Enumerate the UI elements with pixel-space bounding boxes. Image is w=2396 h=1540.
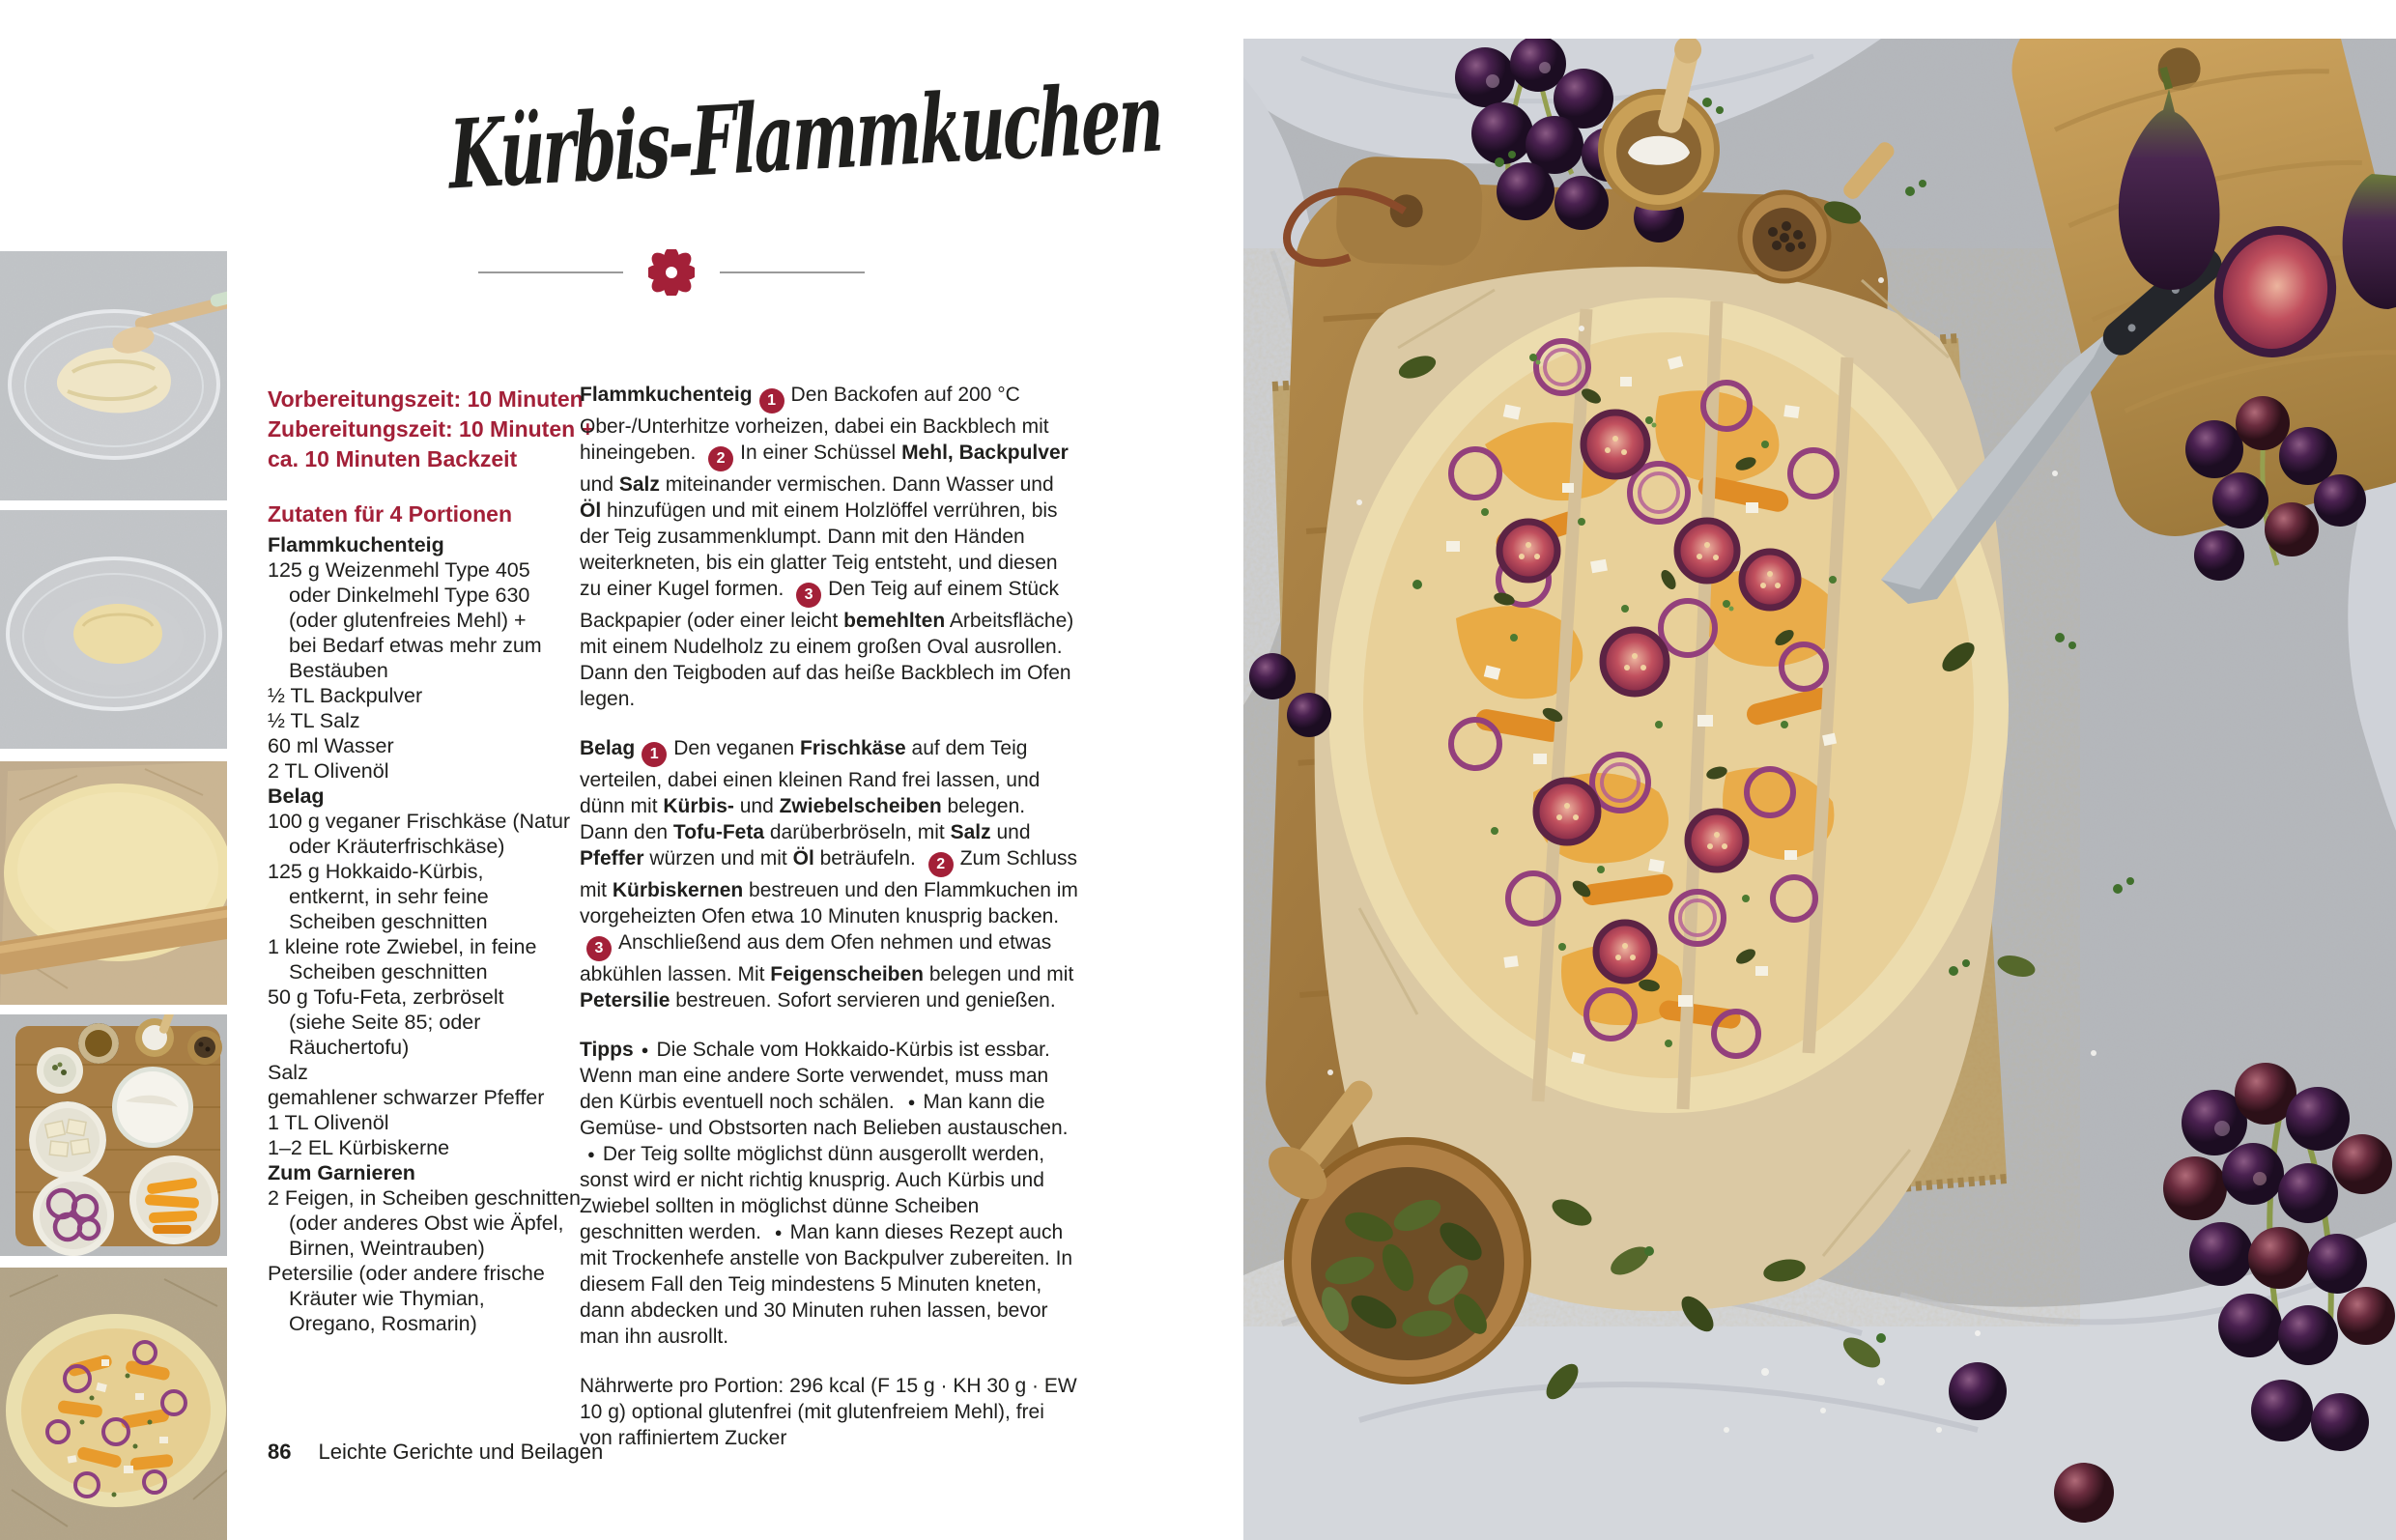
instruction-bold-text: Flammkuchenteig xyxy=(580,384,753,406)
step-photo-4-illustration xyxy=(0,1014,227,1256)
instruction-text: Den Backofen auf 200 °C Ober-/Unterhitze vorheizen, dabei ein Backblech mit hineingeben. xyxy=(580,384,1049,464)
instruction-text: auf dem Teig verteilen, dabei einen kleinen Rand frei lassen, und dünn mit xyxy=(580,737,1041,817)
main-food-photo xyxy=(1243,39,2396,1540)
instruction-text: beträufeln. xyxy=(813,847,922,870)
page-footer xyxy=(268,1440,603,1465)
ingredients-list xyxy=(268,532,601,1336)
prep-times xyxy=(268,385,601,474)
instruction-bold-text: Petersilie xyxy=(580,989,670,1012)
flower-ornament-icon xyxy=(648,249,695,296)
instruction-text: Man kann die Gemüse- und Obstsorten nach Belieben austauschen. xyxy=(580,1091,1069,1139)
instruction-bold-text: Öl xyxy=(792,847,814,870)
instruction-text: bestreuen und den Flammkuchen im vorgeheizten Ofen etwa 10 Minuten knusprig backen. xyxy=(580,879,1078,927)
instruction-bold-text: Salz xyxy=(950,821,991,843)
instruction-text: und xyxy=(733,795,780,817)
instruction-text: Arbeitsfläche) mit einem Nudelholz zu einem großen Oval ausrollen. Dann den Teigboden auf das heiße Backblech im Ofen legen. xyxy=(580,610,1074,710)
instruction-bold-text: Pfeffer xyxy=(580,847,644,870)
ingredient-line: Petersilie (oder andere frische xyxy=(268,1262,545,1285)
instruction-bold-text: Frischkäse xyxy=(799,737,906,759)
oil-jug-icon xyxy=(78,1023,119,1064)
recipe-header xyxy=(266,62,1163,212)
instruction-text: Der Teig sollte möglichst dünn ausgerollt werden, sonst wird er nicht richtig knusprig. Auch Kürbis und Zwiebel sollten in möglichst dünne Scheiben geschnitten werden. xyxy=(580,1143,1045,1243)
step-number-badge: 3 xyxy=(796,583,821,608)
ornament-line-right xyxy=(720,271,865,273)
ingredient-line: Scheiben geschnitten xyxy=(289,960,488,984)
instruction-bold-text: Mehl, Backpulver xyxy=(901,442,1069,464)
feta-bowl-icon xyxy=(29,1101,106,1179)
step-photo-topping-bowls xyxy=(0,1014,227,1256)
ingredient-line: 2 TL Olivenöl xyxy=(268,759,389,783)
ingredient-line: Räuchertofu) xyxy=(289,1036,410,1059)
tip-bullet: ● xyxy=(907,1095,916,1109)
instruction-text: Den veganen xyxy=(673,737,800,759)
instruction-text: hinzufügen und mit einem Holzlöffel verrühren, bis der Teig zusammenklumpt. Dann mit den Händen weiterkneten, bis ein glatter Teig entsteht, und diesen zu einer Kugel formen. xyxy=(580,499,1058,600)
instruction-text: belegen und mit xyxy=(924,963,1074,985)
cream-bowl-icon xyxy=(112,1067,193,1148)
prep-time-line: Vorbereitungszeit: 10 Minuten xyxy=(268,386,584,412)
instruction-bold-text: Tipps xyxy=(580,1039,634,1061)
ingredient-line: oder Kräuterfrischkäse) xyxy=(289,835,505,858)
instruction-text: Nährwerte pro Portion: 296 kcal (F 15 g · KH 30 g · EW 10 g) optional glutenfrei (mit glutenfreiem Mehl), frei von raffiniertem Zucker xyxy=(580,1375,1077,1449)
ingredient-line: 60 ml Wasser xyxy=(268,734,394,757)
ingredient-line: oder Dinkelmehl Type 630 xyxy=(289,584,530,607)
instruction-paragraph xyxy=(580,382,1079,712)
instruction-bold-text: Öl xyxy=(580,499,602,522)
tip-bullet: ● xyxy=(641,1042,649,1057)
ingredient-line: (oder anderes Obst wie Äpfel, xyxy=(289,1212,564,1235)
ingredient-line: entkernt, in sehr feine xyxy=(289,885,489,908)
ingredient-line: Belag xyxy=(268,784,325,808)
tip-bullet: ● xyxy=(774,1225,783,1240)
instruction-bold-text: Salz xyxy=(618,473,660,496)
instruction-paragraph xyxy=(580,1373,1079,1451)
page-number: 86 xyxy=(268,1440,292,1464)
instruction-text: Den Teig auf einem Stück Backpapier (oder einer leicht xyxy=(580,578,1060,632)
instruction-text: Man kann dieses Rezept auch mit Trockenhefe anstelle von Backpulver zubereiten. In diesem Fall den Teig mindestens 5 Minuten kneten, dann abdecken und 30 Minuten ruhen lassen, bevor man ihn ausrollt. xyxy=(580,1221,1073,1348)
ingredient-line: 2 Feigen, in Scheiben geschnitten xyxy=(268,1186,581,1210)
ingredient-line: Zum Garnieren xyxy=(268,1161,415,1184)
step-number-badge: 3 xyxy=(586,936,612,961)
pepper-bowl-icon xyxy=(187,1030,222,1065)
ingredient-line: Salz xyxy=(268,1061,308,1084)
ingredient-line: Flammkuchenteig xyxy=(268,533,444,556)
ingredient-line: ½ TL Salz xyxy=(268,709,360,732)
step-number-badge: 2 xyxy=(708,446,733,471)
instruction-bold-text: Zwiebelscheiben xyxy=(779,795,942,817)
ingredient-line: 1 kleine rote Zwiebel, in feine xyxy=(268,935,537,958)
instruction-paragraph xyxy=(580,1037,1079,1350)
instruction-text: Die Schale vom Hokkaido-Kürbis ist essbar. Wenn man eine andere Sorte verwendet, muss man den Kürbis eventuell noch schälen. xyxy=(580,1039,1050,1113)
ingredient-line: ½ TL Backpulver xyxy=(268,684,423,707)
prep-time-line: ca. 10 Minuten Backzeit xyxy=(268,446,518,471)
servings-header: Zutaten für 4 Portionen xyxy=(268,501,512,527)
instruction-text: belegen. Dann den xyxy=(580,795,1026,843)
instruction-text: darüberbröseln, mit xyxy=(764,821,951,843)
instruction-text: In einer Schüssel xyxy=(740,442,902,464)
instruction-text: würzen und mit xyxy=(643,847,793,870)
step-photo-rolled-dough xyxy=(0,761,227,1005)
ingredient-line: gemahlener schwarzer Pfeffer xyxy=(268,1086,545,1109)
step-photo-dough-ball xyxy=(0,510,227,749)
ingredient-line: Oregano, Rosmarin) xyxy=(289,1312,477,1335)
instruction-bold-text: Tofu-Feta xyxy=(672,821,765,843)
ingredient-line: 1 TL Olivenöl xyxy=(268,1111,389,1134)
instruction-text: bestreuen. Sofort servieren und genießen. xyxy=(670,989,1056,1012)
ingredient-line: Bestäuben xyxy=(289,659,388,682)
step-number-badge: 2 xyxy=(928,852,954,877)
ingredient-line: Scheiben geschnitten xyxy=(289,910,488,933)
ingredients-column xyxy=(268,385,601,1336)
instruction-bold-text: Kürbis- xyxy=(663,795,734,817)
step-photo-unbaked-flammkuchen xyxy=(0,1268,227,1540)
instruction-text: und xyxy=(580,473,619,496)
pumpkin-bowl-icon xyxy=(129,1155,218,1244)
instructions-column xyxy=(580,382,1079,1474)
instruction-paragraph xyxy=(580,735,1079,1013)
flammkuchen xyxy=(1328,298,2009,1113)
ingredient-line: 125 g Hokkaido-Kürbis, xyxy=(268,860,484,883)
section-title: Leichte Gerichte und Beilagen xyxy=(318,1440,604,1464)
instruction-bold-text: Feigenscheiben xyxy=(770,963,924,985)
herb-bowl-icon xyxy=(37,1047,83,1094)
tip-bullet: ● xyxy=(587,1147,595,1161)
step-photo-5-illustration xyxy=(0,1268,227,1540)
step-photo-3-illustration xyxy=(0,761,227,1005)
ingredient-line: 100 g veganer Frischkäse (Natur xyxy=(268,810,571,833)
ingredient-line: (siehe Seite 85; oder xyxy=(289,1011,481,1034)
main-photo-illustration xyxy=(1243,39,2396,1540)
page-title: Kürbis-Flammkuchen xyxy=(447,62,1163,212)
instruction-bold-text: Kürbiskernen xyxy=(612,879,744,901)
step-photo-dough-mixing xyxy=(0,251,227,500)
ingredient-line: bei Bedarf etwas mehr zum xyxy=(289,634,542,657)
ingredient-line: Kräuter wie Thymian, xyxy=(289,1287,485,1310)
step-number-badge: 1 xyxy=(759,388,784,414)
ornament-line-left xyxy=(478,271,623,273)
step-photo-2-illustration xyxy=(0,510,227,749)
instruction-text: und xyxy=(990,821,1031,843)
step-photo-1-illustration xyxy=(0,251,227,500)
prep-time-line: Zubereitungszeit: 10 Minuten + xyxy=(268,416,595,442)
instruction-text: miteinander vermischen. Dann Wasser und xyxy=(659,473,1054,496)
instruction-bold-text: bemehlten xyxy=(843,610,946,632)
instruction-text: Anschließend aus dem Ofen nehmen und etwas abkühlen lassen. Mit xyxy=(580,931,1052,985)
ingredient-line: 125 g Weizenmehl Type 405 xyxy=(268,558,530,582)
instruction-bold-text: Belag xyxy=(580,737,636,759)
onion-bowl-icon xyxy=(33,1175,114,1256)
ingredient-line: Birnen, Weintrauben) xyxy=(289,1237,485,1260)
step-number-badge: 1 xyxy=(642,742,667,767)
title-ornament xyxy=(266,249,1077,296)
ingredient-line: (oder glutenfreies Mehl) + xyxy=(289,609,527,632)
ingredient-line: 1–2 EL Kürbiskerne xyxy=(268,1136,450,1159)
ingredient-line: 50 g Tofu-Feta, zerbröselt xyxy=(268,985,504,1009)
instruction-text: Zum Schluss mit xyxy=(580,847,1078,901)
